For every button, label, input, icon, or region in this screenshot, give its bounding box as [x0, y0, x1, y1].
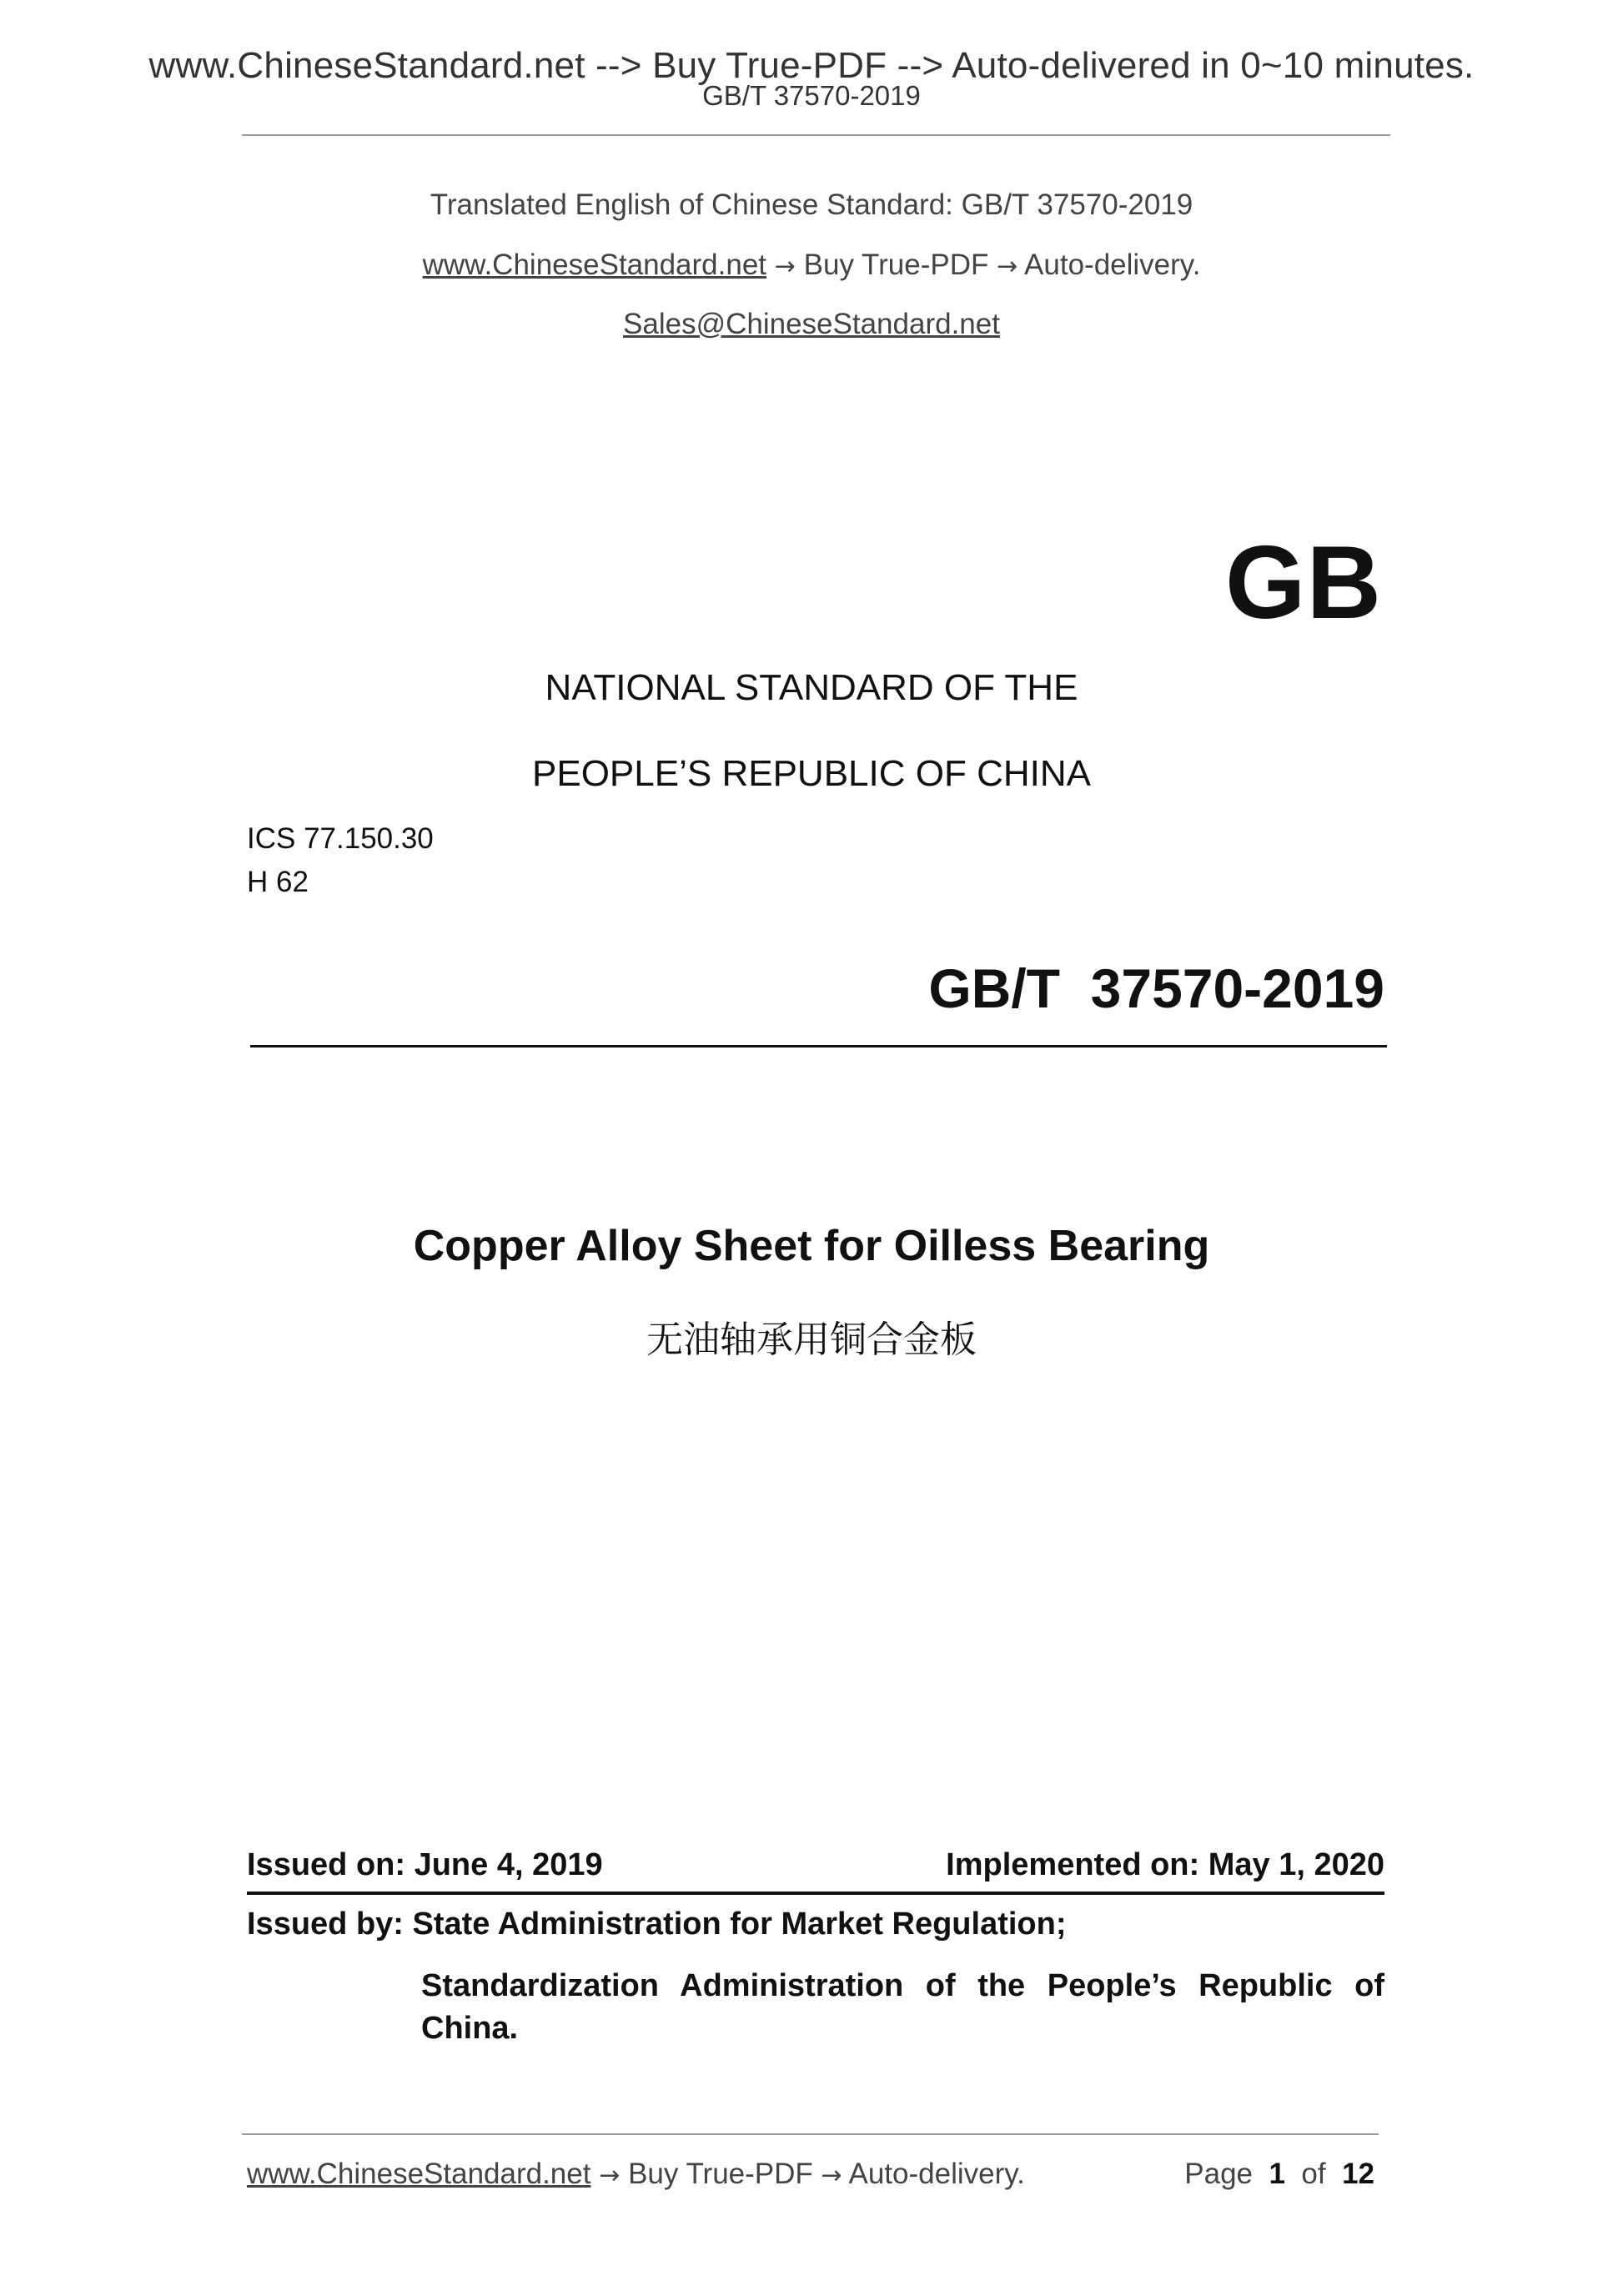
running-header: GB/T 37570-2019: [702, 80, 921, 111]
footer-site-link[interactable]: www.ChineseStandard.net: [247, 2158, 591, 2190]
promo-banner: www.ChineseStandard.net --> Buy True-PDF --> Auto-delivered in 0~10 minutes.: [148, 45, 1475, 86]
site-link[interactable]: www.ChineseStandard.net: [422, 249, 767, 281]
standard-number-divider: [250, 1045, 1387, 1048]
document-title-english: Copper Alloy Sheet for Oilless Bearing: [413, 1222, 1210, 1270]
gb-logo: GB: [1225, 525, 1382, 641]
issued-on-date: Issued on: June 4, 2019: [247, 1847, 603, 1882]
page-label: Page: [1184, 2158, 1254, 2190]
page-of-label: of: [1301, 2158, 1326, 2190]
translation-note: Translated English of Chinese Standard: GB/T 37570-2019: [430, 188, 1193, 221]
issuer-second: Standardization Administration of the People’s Republic of China.: [421, 1968, 1384, 2046]
footer-divider: [242, 2133, 1379, 2135]
dates-divider: [247, 1892, 1384, 1895]
buy-true-pdf-text: Buy True-PDF: [803, 249, 989, 281]
footer-buy-line: [247, 2158, 1025, 2191]
page-total: 12: [1342, 2158, 1374, 2190]
footer-buy-text: Buy True-PDF: [628, 2158, 813, 2190]
email-line: [0, 308, 1623, 341]
arrow-right-icon: →: [997, 252, 1018, 281]
page-current: 1: [1269, 2158, 1285, 2190]
buy-line: [0, 249, 1623, 282]
arrow-right-icon: →: [774, 252, 796, 281]
issued-by: Issued by: State Administration for Market Regulation;: [247, 1907, 1067, 1942]
header-divider: [242, 134, 1390, 136]
implemented-on-date: Implemented on: May 1, 2020: [946, 1847, 1384, 1882]
auto-delivery-text: Auto-delivery.: [1024, 249, 1201, 281]
sales-email-link[interactable]: Sales@ChineseStandard.net: [623, 308, 1000, 340]
standard-number: GB/T 37570-2019: [928, 957, 1384, 1019]
page-indicator: [1184, 2158, 1374, 2191]
footer-delivery-text: Auto-delivery.: [848, 2158, 1025, 2190]
ics-code: ICS 77.150.30: [247, 822, 434, 855]
arrow-right-icon: →: [821, 2161, 842, 2190]
national-standard-line-2: PEOPLE’S REPUBLIC OF CHINA: [532, 753, 1091, 794]
national-standard-line-1: NATIONAL STANDARD OF THE: [545, 667, 1078, 708]
ccs-code: H 62: [247, 866, 309, 898]
arrow-right-icon: →: [599, 2161, 621, 2190]
document-title-chinese: 无油轴承用铜合金板: [646, 1319, 977, 1360]
